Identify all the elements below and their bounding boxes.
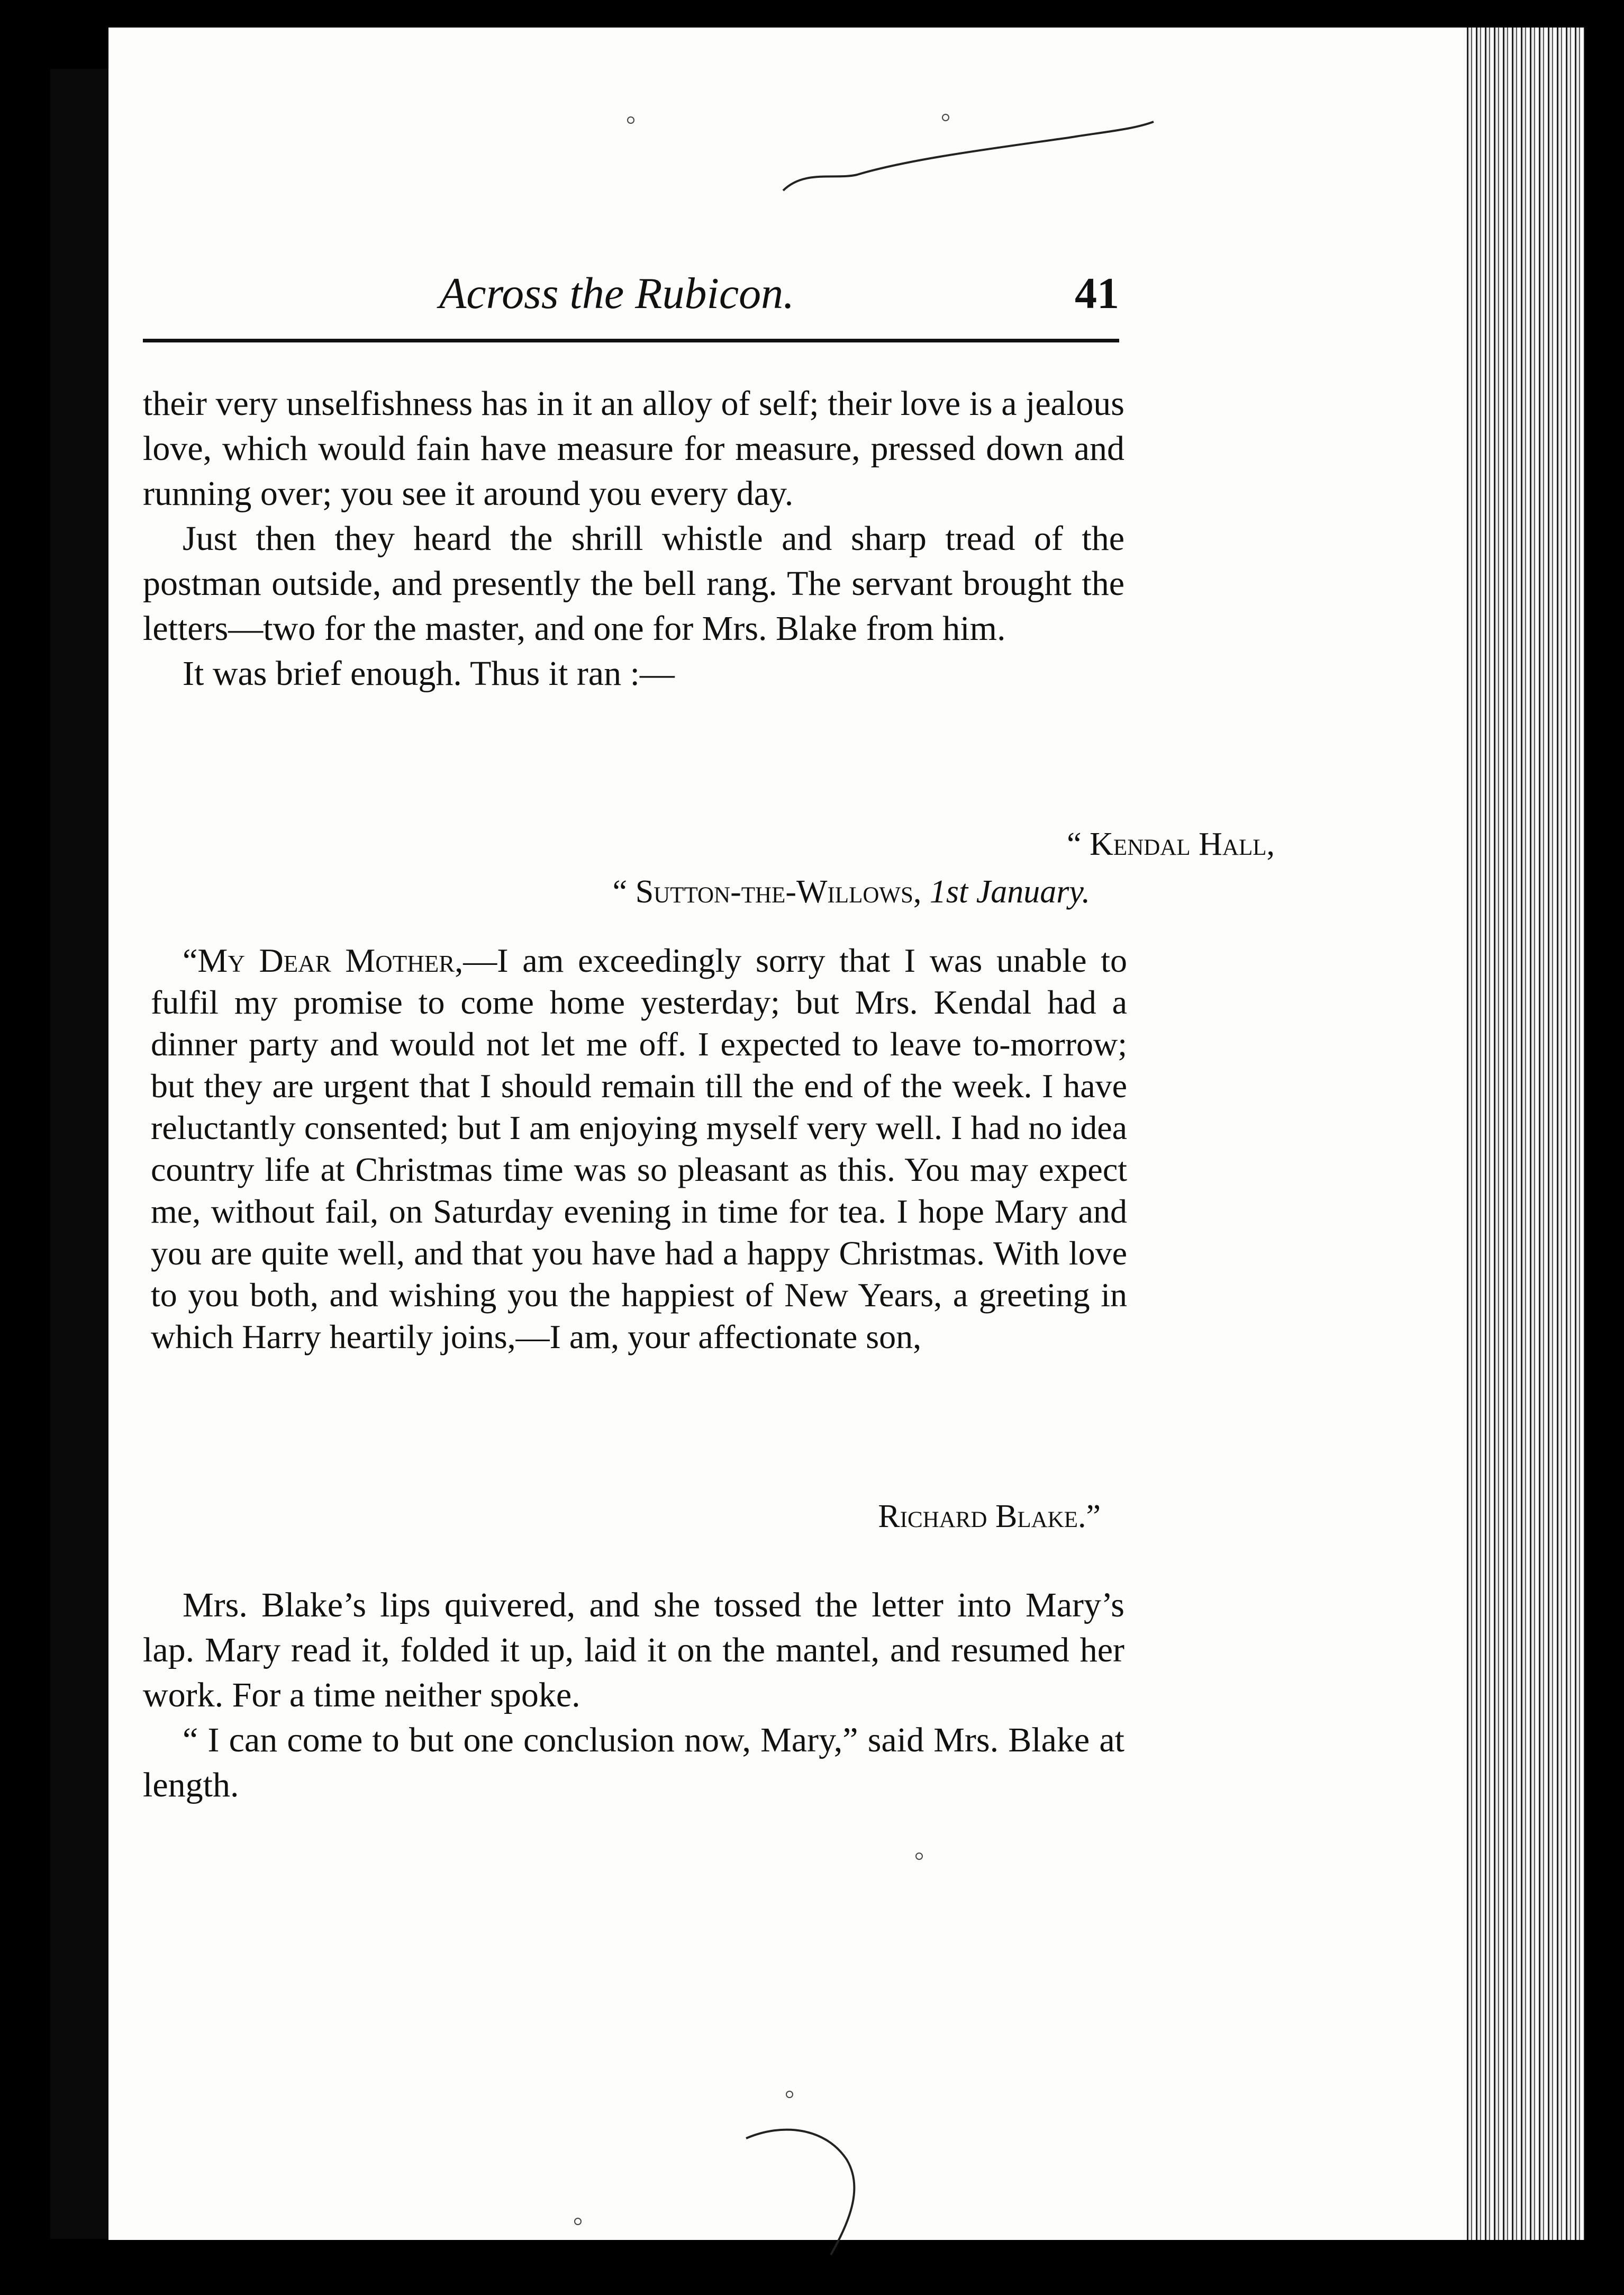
letter-paragraph bbox=[151, 939, 1127, 1358]
page-speck bbox=[574, 2218, 582, 2225]
header-rule bbox=[143, 339, 1119, 342]
page-edges bbox=[1463, 28, 1585, 2240]
letter-date: 1st January. bbox=[929, 874, 1090, 910]
page-speck bbox=[915, 1853, 923, 1860]
text-block-top bbox=[143, 381, 1124, 696]
paragraph: It was brief enough. Thus it ran :— bbox=[183, 654, 675, 693]
letter-signature: Richard Blake.” bbox=[878, 1498, 1101, 1534]
page-speck bbox=[942, 114, 949, 121]
running-title: Across the Rubicon. bbox=[439, 269, 795, 318]
paragraph: “ I can come to but one conclusion now, Mary,” said Mrs. Blake at length. bbox=[143, 1721, 1124, 1804]
letter-address-line-1: “ Kendal Hall, bbox=[1067, 826, 1275, 862]
paragraph: their very unselfishness has in it an alloy of self; their love is a jealous love, which would fain have measure for measure, pressed down and running over; you see it around you every day. bbox=[143, 384, 1124, 513]
page-speck bbox=[786, 2091, 793, 2098]
letter-text: —I am exceedingly sorry that I was unable to fulfil my promise to come home yesterday; but Mrs. Kendal had a dinner party and would not let me off. I expected to leave to-morrow; but they are urgent that I should remain till the end of the week. I have reluctantly consented; but I am enjoying myself very well. I had no idea country life at Christmas time was so pleasant as this. You may expect me, without fail, on Saturday evening in time for tea. I hope Mary and you are quite well, and that you have had a happy Christmas. With love to you both, and wishing you the happiest of New Years, a greeting in which Harry heartily joins,—I am, your affectionate son, bbox=[151, 942, 1128, 1356]
pencil-scrawl-bottom bbox=[741, 2112, 878, 2260]
text-block-bottom bbox=[143, 1583, 1124, 1808]
paragraph: Just then they heard the shrill whistle and sharp tread of the postman outside, and presently the bell rang. The servant brought the letters—two for the master, and one for Mrs. Blake from him. bbox=[143, 519, 1124, 648]
book-binding-shadow bbox=[50, 69, 108, 2239]
page-speck bbox=[627, 116, 634, 124]
letter-body bbox=[151, 939, 1127, 1358]
letter-address-line-2 bbox=[143, 868, 1090, 916]
page-number: 41 bbox=[1075, 269, 1119, 318]
letter-salutation: “My Dear Mother, bbox=[183, 942, 464, 979]
letter-address-place: “ Sutton-the-Willows, bbox=[612, 874, 922, 910]
paragraph: Mrs. Blake’s lips quivered, and she tossed the letter into Mary’s lap. Mary read it, folded it up, laid it on the mantel, and resumed her work. For a time neither spoke. bbox=[143, 1586, 1124, 1714]
running-head bbox=[143, 265, 1119, 323]
pencil-scrawl-top bbox=[773, 116, 1164, 201]
